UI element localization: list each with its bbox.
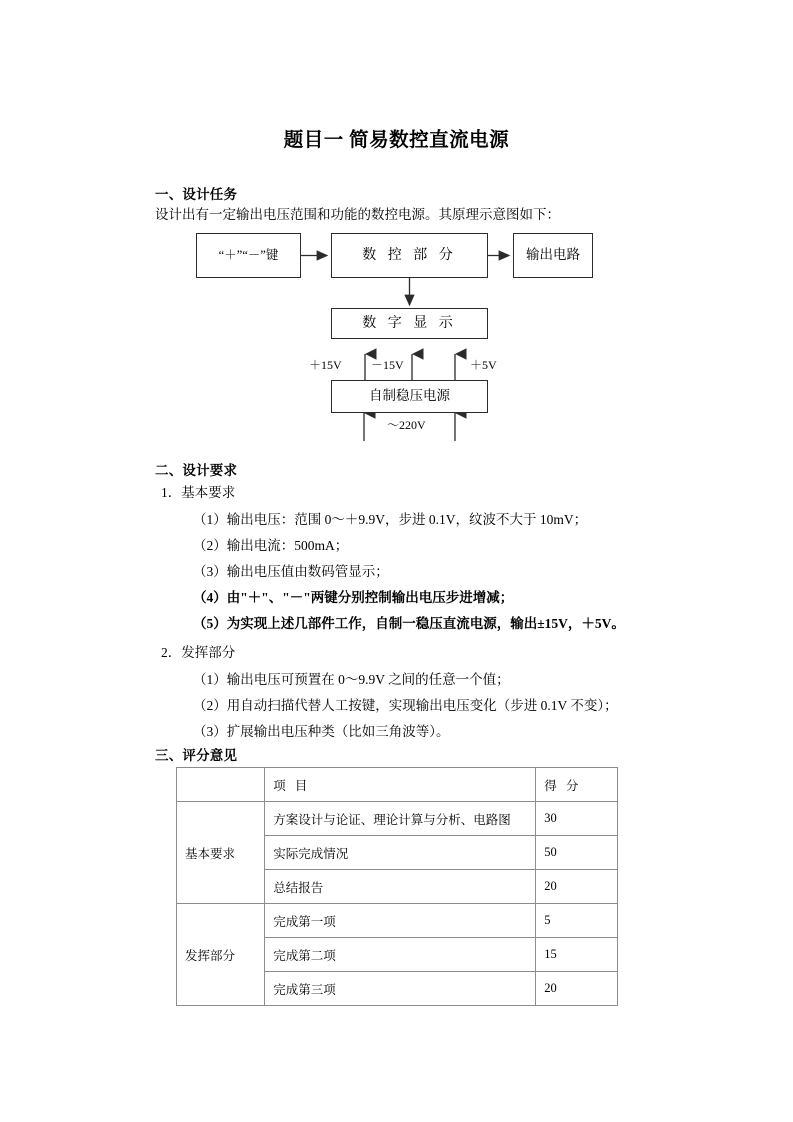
system-block-diagram xyxy=(155,228,638,443)
requirement-group-extended-label: 2．发挥部分 xyxy=(161,645,236,660)
table-row xyxy=(177,904,618,938)
basic-requirement-item: （3）输出电压值由数码管显示； xyxy=(193,564,389,579)
table-cell-score: 30 xyxy=(536,802,618,836)
table-cell-item: 总结报告 xyxy=(265,870,536,904)
design-task-intro-paragraph: 设计出有一定输出电压范围和功能的数控电源。其原理示意图如下： xyxy=(155,207,560,222)
scoring-table xyxy=(176,767,618,1006)
section-heading-design-task: 一、设计任务 xyxy=(155,187,238,202)
table-cell-score: 20 xyxy=(536,870,618,904)
basic-requirement-item: （4）由"＋"、"－"两键分别控制输出电压步进增减； xyxy=(193,590,514,605)
extended-requirement-item: （2）用自动扫描代替人工按键，实现输出电压变化（步进 0.1V 不变）； xyxy=(193,698,618,713)
extended-requirement-item: （3）扩展输出电压种类（比如三角波等）。 xyxy=(193,724,450,739)
table-header-row xyxy=(177,768,618,802)
table-cell-score: 50 xyxy=(536,836,618,870)
page-title: 题目一 简易数控直流电源 xyxy=(283,130,510,151)
table-cell-score: 20 xyxy=(536,972,618,1006)
diagram-box-keys: “＋”“－”键 xyxy=(196,233,301,278)
basic-requirement-item: （5）为实现上述几部件工作，自制一稳压直流电源，输出±15V，＋5V。 xyxy=(193,616,625,631)
extended-requirement-item: （1）输出电压可预置在 0～9.9V 之间的任意一个值； xyxy=(193,672,510,687)
table-header-item: 项 目 xyxy=(265,768,536,802)
diagram-box-power-supply: 自制稳压电源 xyxy=(331,380,488,413)
table-cell-score: 5 xyxy=(536,904,618,938)
table-cell-score: 15 xyxy=(536,938,618,972)
section-heading-design-requirements: 二、设计要求 xyxy=(155,463,238,478)
table-cell-item: 完成第一项 xyxy=(265,904,536,938)
diagram-box-output-circuit: 输出电路 xyxy=(513,233,593,278)
voltage-label-plus-5v: ＋5V xyxy=(470,358,497,372)
section-heading-scoring: 三、评分意见 xyxy=(155,748,238,763)
requirement-group-basic-label: 1．基本要求 xyxy=(161,485,236,500)
diagram-box-digital-control: 数 控 部 分 xyxy=(331,233,488,278)
table-group-label-extended: 发挥部分 xyxy=(177,904,265,1006)
voltage-label-minus-15v: －15V xyxy=(371,358,404,372)
basic-requirement-item: （2）输出电流：500mA； xyxy=(193,538,349,553)
table-cell-item: 实际完成情况 xyxy=(265,836,536,870)
table-cell-item: 方案设计与论证、理论计算与分析、电路图 xyxy=(265,802,536,836)
table-cell-item: 完成第二项 xyxy=(265,938,536,972)
voltage-label-plus-15v: ＋15V xyxy=(309,358,342,372)
diagram-voltage-rail-labels xyxy=(305,356,525,376)
basic-requirement-item: （1）输出电压：范围 0～＋9.9V，步进 0.1V，纹波不大于 10mV； xyxy=(193,512,588,527)
table-header-group xyxy=(177,768,265,802)
table-cell-item: 完成第三项 xyxy=(265,972,536,1006)
voltage-label-mains-220v: ～220V xyxy=(387,418,426,432)
diagram-box-digital-display: 数 字 显 示 xyxy=(331,308,488,339)
table-group-label-basic: 基本要求 xyxy=(177,802,265,904)
table-row xyxy=(177,802,618,836)
table-header-score: 得 分 xyxy=(536,768,618,802)
